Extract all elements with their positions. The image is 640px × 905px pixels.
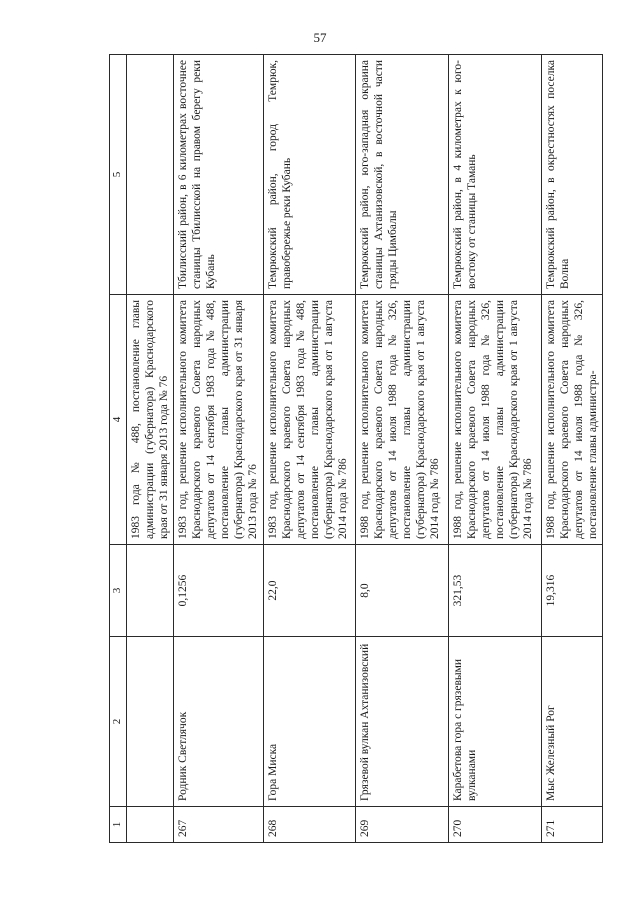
column-header-1: 1 [110, 807, 127, 843]
area-value: 19,316 [542, 545, 603, 637]
row-number: 271 [542, 807, 603, 843]
page-number: 57 [313, 30, 327, 45]
area-value: 0,1256 [174, 545, 264, 637]
object-name: Родник Светлячок [174, 637, 264, 807]
row-number: 268 [264, 807, 356, 843]
column-header-5: 5 [110, 55, 127, 295]
row-number: 267 [174, 807, 264, 843]
table-row [264, 55, 356, 843]
location: Темрюкский район, в 4 километрах к юго-востоку от станицы Тамань [449, 55, 542, 295]
area-value: 8,0 [356, 545, 449, 637]
protected-areas-table [109, 54, 603, 843]
continuation-basis: 1983 года № 488, постановление главы администрации (губернатора) Краснодарского края от 31 января 2013 года № 76 [127, 295, 174, 545]
location: Темрюкский район, город Темрюк, правобережье реки Кубань [264, 55, 356, 295]
object-name: Гора Миска [264, 637, 356, 807]
object-name: Грязевой вулкан Ахтанизовский [356, 637, 449, 807]
rotated-table-container [109, 55, 600, 843]
area-value: 22,0 [264, 545, 356, 637]
continuation-row [127, 55, 174, 843]
legal-basis: 1988 год, решение исполнительного комитета Краснодарского краевого Совета народных депутатов от 14 июля 1988 года № 326, постановление главы администра- [542, 295, 603, 545]
legal-basis: 1983 год, решение исполнительного комитета Краснодарского краевого Совета народных депутатов от 14 сентября 1983 года № 488, постановление главы администрации (губернатора) Краснодарского края от 31 января 2013 года № 76 [174, 295, 264, 545]
legal-basis: 1988 год, решение исполнительного комитета Краснодарского краевого Совета народных депутатов от 14 июля 1988 года № 326, постановление главы администрации (губернатора) Краснодарского края от 1 августа 2014 года № 786 [449, 295, 542, 545]
location: Тбилисский район, в 6 километрах восточнее станицы Тбилисской на правом берегу реки Кубань [174, 55, 264, 295]
column-header-4: 4 [110, 295, 127, 545]
object-name: Мыс Железный Рог [542, 637, 603, 807]
object-name: Карабетова гора с грязевыми вулканами [449, 637, 542, 807]
table-row [542, 55, 603, 843]
row-number: 269 [356, 807, 449, 843]
legal-basis: 1988 год, решение исполнительного комитета Краснодарского краевого Совета народных депутатов от 14 июля 1988 года № 326, постановление главы администрации (губернатора) Краснодарского края от 1 августа 2014 года № 786 [356, 295, 449, 545]
location: Темрюкский район, юго-западная окраина станицы Ахтанизовской, в восточной части гряды Цимбалы [356, 55, 449, 295]
column-header-3: 3 [110, 545, 127, 637]
column-header-2: 2 [110, 637, 127, 807]
table-row [174, 55, 264, 843]
area-value: 321,53 [449, 545, 542, 637]
table-row [449, 55, 542, 843]
table-row [356, 55, 449, 843]
row-number: 270 [449, 807, 542, 843]
legal-basis: 1983 год, решение исполнительного комитета Краснодарского краевого Совета народных депутатов от 14 сентября 1983 года № 488, постановление главы администрации (губернатора) Краснодарского края от 1 августа 2014 года № 786 [264, 295, 356, 545]
location: Темрюкский район, в окрестностях поселка Волна [542, 55, 603, 295]
column-number-row [110, 55, 127, 843]
